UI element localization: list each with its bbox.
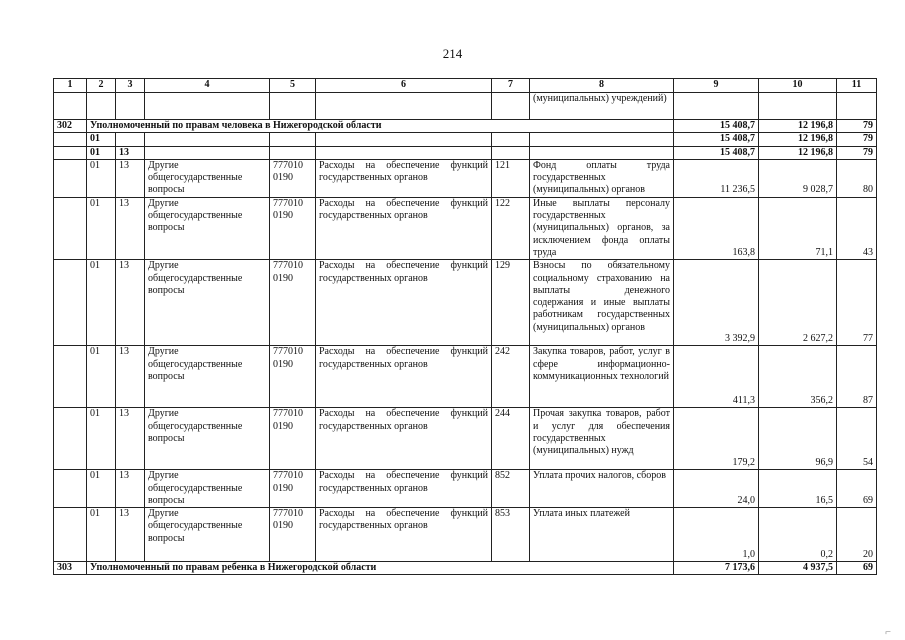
value-col9: 15 408,7: [674, 146, 759, 159]
value-col11: 20: [837, 508, 877, 562]
subsection-cell: 13: [116, 197, 145, 259]
section-row-302: [54, 120, 877, 133]
expense-type: 122: [492, 197, 530, 259]
section-cell: 01: [87, 197, 116, 259]
budget-table: [53, 78, 877, 575]
target-article: 777010 0190: [270, 408, 316, 470]
value-col11: 77: [837, 260, 877, 346]
section-code-col2: 01: [87, 133, 116, 146]
cell-empty: [837, 93, 877, 120]
col-header-7: 7: [492, 79, 530, 93]
cell-empty: [54, 508, 87, 562]
value-col11: 69: [837, 562, 877, 575]
col-header-6: 6: [316, 79, 492, 93]
section-cell: 01: [87, 346, 116, 408]
header-row: [54, 79, 877, 93]
cell-empty: [54, 93, 87, 120]
article-name: Расходы на обеспечение функций государственных органов: [316, 408, 492, 470]
subsection-name: Другие общегосударственные вопросы: [145, 159, 270, 197]
cell-empty: [759, 93, 837, 120]
subsection-row-01: [54, 133, 877, 146]
table-row: [54, 159, 877, 197]
section-cell: 01: [87, 159, 116, 197]
value-col9: 163,8: [674, 197, 759, 259]
value-col11: 79: [837, 146, 877, 159]
col-header-11: 11: [837, 79, 877, 93]
cell-empty: [116, 133, 145, 146]
col-header-8: 8: [530, 79, 674, 93]
cell-empty: [316, 93, 492, 120]
subsection-row-01-13: [54, 146, 877, 159]
value-col10: 9 028,7: [759, 159, 837, 197]
table-row: [54, 408, 877, 470]
cell-empty: [530, 133, 674, 146]
scan-mark: ⌐: [885, 627, 891, 638]
cell-empty: [492, 93, 530, 120]
subsection-name: Другие общегосударственные вопросы: [145, 470, 270, 508]
value-col10: 2 627,2: [759, 260, 837, 346]
section-code-col2: 01: [87, 146, 116, 159]
value-col9: 24,0: [674, 470, 759, 508]
value-col10: 71,1: [759, 197, 837, 259]
table-row: [54, 470, 877, 508]
value-col10: 12 196,8: [759, 146, 837, 159]
col-header-4: 4: [145, 79, 270, 93]
expense-type: 129: [492, 260, 530, 346]
cell-empty: [145, 93, 270, 120]
cell-empty: [492, 146, 530, 159]
subsection-cell: 13: [116, 346, 145, 408]
value-col11: 80: [837, 159, 877, 197]
subsection-name: Другие общегосударственные вопросы: [145, 408, 270, 470]
value-col11: 43: [837, 197, 877, 259]
target-article: 777010 0190: [270, 197, 316, 259]
cell-empty: [54, 146, 87, 159]
value-col11: 87: [837, 346, 877, 408]
cell-empty: [145, 146, 270, 159]
cell-empty: [492, 133, 530, 146]
table-row: [54, 346, 877, 408]
value-col11: 54: [837, 408, 877, 470]
subsection-name: Другие общегосударственные вопросы: [145, 508, 270, 562]
table-row: [54, 260, 877, 346]
value-col10: 96,9: [759, 408, 837, 470]
page-number: 214: [442, 46, 463, 61]
section-cell: 01: [87, 408, 116, 470]
cell-empty: [54, 470, 87, 508]
cell-empty: [270, 133, 316, 146]
col-header-3: 3: [116, 79, 145, 93]
cell-empty: [674, 93, 759, 120]
section-row-303: [54, 562, 877, 575]
article-name: Расходы на обеспечение функций государственных органов: [316, 508, 492, 562]
section-title: Уполномоченный по правам ребенка в Нижегородской области: [87, 562, 674, 575]
expense-type: 853: [492, 508, 530, 562]
table-body: [54, 79, 877, 160]
col-header-2: 2: [87, 79, 116, 93]
value-col9: 179,2: [674, 408, 759, 470]
target-article: 777010 0190: [270, 470, 316, 508]
section-cell: 01: [87, 260, 116, 346]
value-col9: 411,3: [674, 346, 759, 408]
value-col9: 1,0: [674, 508, 759, 562]
article-name: Расходы на обеспечение функций государственных органов: [316, 346, 492, 408]
cell-empty: [270, 146, 316, 159]
value-col9: 11 236,5: [674, 159, 759, 197]
table-footer-body: [54, 562, 877, 575]
col-header-1: 1: [54, 79, 87, 93]
value-col10: 16,5: [759, 470, 837, 508]
target-article: 777010 0190: [270, 508, 316, 562]
subsection-name: Другие общегосударственные вопросы: [145, 346, 270, 408]
value-col10: 356,2: [759, 346, 837, 408]
value-col10: 0,2: [759, 508, 837, 562]
expense-type: 242: [492, 346, 530, 408]
article-name: Расходы на обеспечение функций государственных органов: [316, 260, 492, 346]
cell-empty: [54, 133, 87, 146]
expense-type: 244: [492, 408, 530, 470]
value-col9: 15 408,7: [674, 120, 759, 133]
continuation-row: [54, 93, 877, 120]
subsection-cell: 13: [116, 508, 145, 562]
value-col9: 15 408,7: [674, 133, 759, 146]
col-header-10: 10: [759, 79, 837, 93]
value-col10: 12 196,8: [759, 133, 837, 146]
expense-type: 852: [492, 470, 530, 508]
cell-empty: [54, 197, 87, 259]
expense-type-name: Фонд оплаты труда государственных (муниципальных) органов: [530, 159, 674, 197]
value-col9: 7 173,6: [674, 562, 759, 575]
value-col10: 4 937,5: [759, 562, 837, 575]
target-article: 777010 0190: [270, 260, 316, 346]
article-name: Расходы на обеспечение функций государственных органов: [316, 159, 492, 197]
target-article: 777010 0190: [270, 159, 316, 197]
subsection-name: Другие общегосударственные вопросы: [145, 260, 270, 346]
section-code: 302: [54, 120, 87, 133]
cell-empty: [316, 133, 492, 146]
expense-type-name: Иные выплаты персоналу государственных (муниципальных) органов, за исключением фонда оплаты труда: [530, 197, 674, 259]
expense-type-name: Закупка товаров, работ, услуг в сфере информационно-коммуникационных технологий: [530, 346, 674, 408]
table-row: [54, 508, 877, 562]
article-name: Расходы на обеспечение функций государственных органов: [316, 197, 492, 259]
subsection-cell: 13: [116, 159, 145, 197]
target-article: 777010 0190: [270, 346, 316, 408]
expense-type-name: Прочая закупка товаров, работ и услуг для обеспечения государственных (муниципальных) нужд: [530, 408, 674, 470]
section-title: Уполномоченный по правам человека в Нижегородской области: [87, 120, 674, 133]
cell-empty: [54, 260, 87, 346]
continuation-text: (муниципальных) учреждений): [530, 93, 674, 120]
section-cell: 01: [87, 470, 116, 508]
cell-empty: [530, 146, 674, 159]
value-col10: 12 196,8: [759, 120, 837, 133]
value-col11: 79: [837, 120, 877, 133]
section-cell: 01: [87, 508, 116, 562]
cell-empty: [145, 133, 270, 146]
value-col11: 79: [837, 133, 877, 146]
col-header-5: 5: [270, 79, 316, 93]
col-header-9: 9: [674, 79, 759, 93]
cell-empty: [316, 146, 492, 159]
cell-empty: [54, 159, 87, 197]
expense-type-name: Взносы по обязательному социальному страхованию на выплаты денежного содержания и иные выплаты работникам государственных (муниципальных) органов: [530, 260, 674, 346]
subsection-name: Другие общегосударственные вопросы: [145, 197, 270, 259]
cell-empty: [116, 93, 145, 120]
cell-empty: [87, 93, 116, 120]
value-col9: 3 392,9: [674, 260, 759, 346]
expense-type-name: Уплата иных платежей: [530, 508, 674, 562]
value-col11: 69: [837, 470, 877, 508]
section-code-col3: 13: [116, 146, 145, 159]
article-name: Расходы на обеспечение функций государственных органов: [316, 470, 492, 508]
cell-empty: [54, 346, 87, 408]
subsection-cell: 13: [116, 408, 145, 470]
cell-empty: [270, 93, 316, 120]
expense-type-name: Уплата прочих налогов, сборов: [530, 470, 674, 508]
subsection-cell: 13: [116, 470, 145, 508]
expense-type: 121: [492, 159, 530, 197]
detail-rows: [54, 159, 877, 561]
section-code: 303: [54, 562, 87, 575]
subsection-cell: 13: [116, 260, 145, 346]
table-row: [54, 197, 877, 259]
cell-empty: [54, 408, 87, 470]
